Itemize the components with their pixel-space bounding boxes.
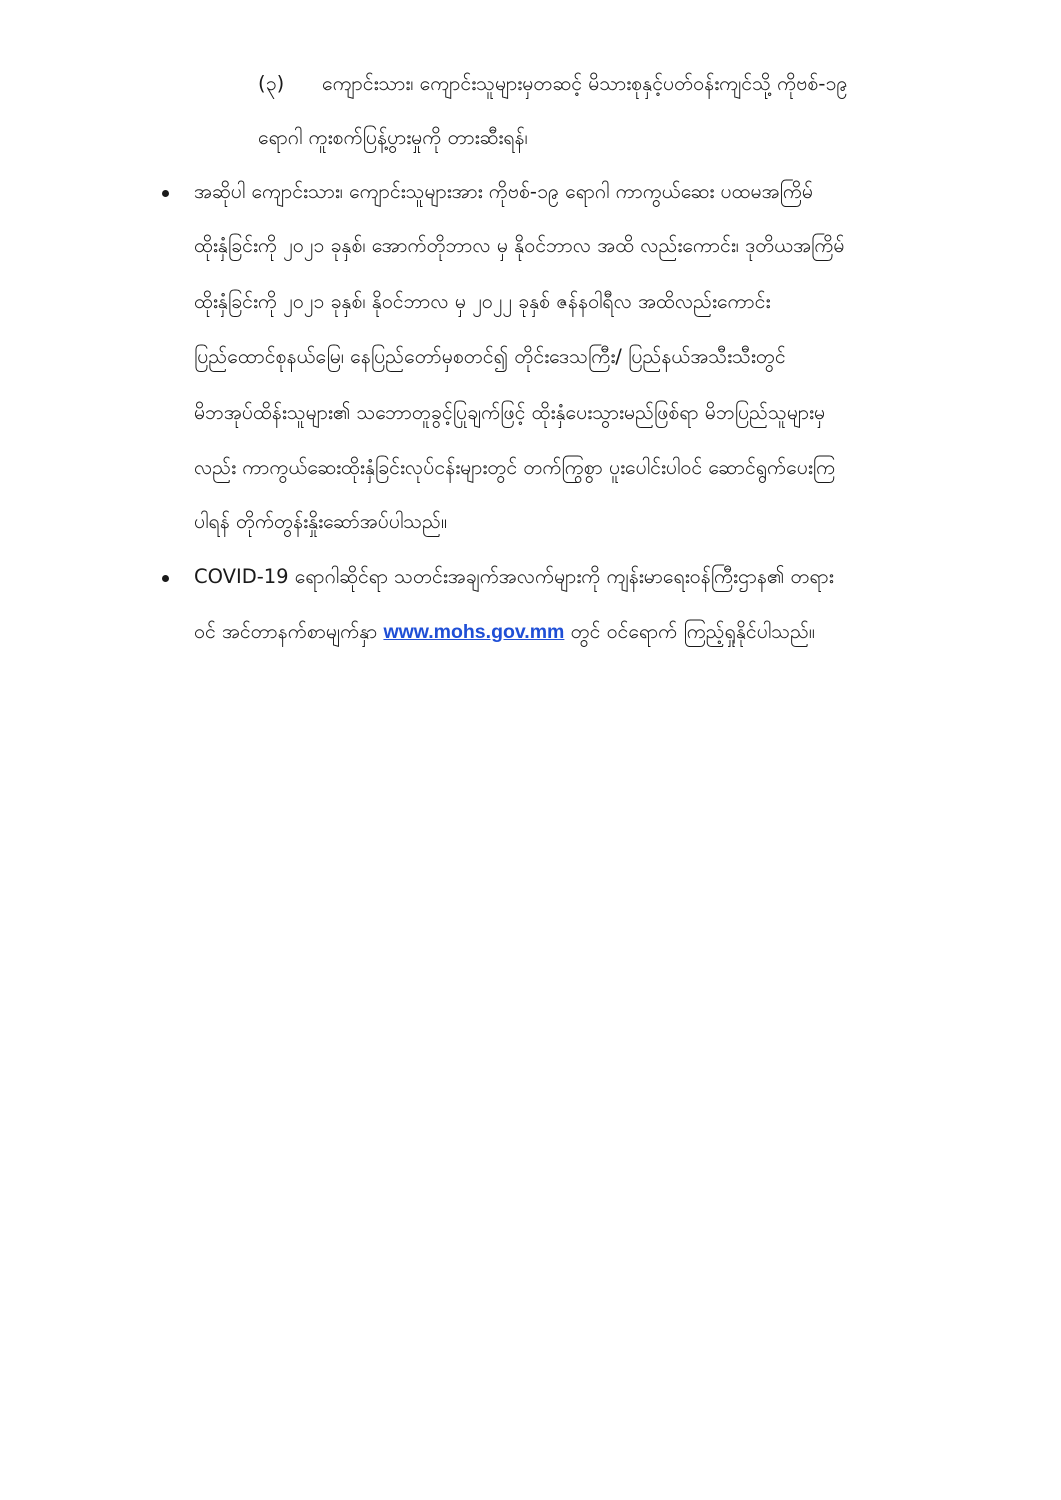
item3-line-2: ရောဂါ ကူးစက်ပြန့်ပွားမှုကို တားဆီးရန်၊ bbox=[258, 126, 528, 149]
bullet-2-dot bbox=[162, 575, 169, 582]
bullet-1-dot bbox=[162, 190, 169, 197]
bullet-1-line-1: အဆိုပါ ကျောင်းသား၊ ကျောင်းသူများအား ကိုဗစ်-၁၉ ရောဂါ ကာကွယ်ဆေး ပထမအကြိမ် bbox=[194, 180, 814, 203]
bullet-1-line-5: မိဘအုပ်ထိန်းသူများ၏ သဘောတူခွင့်ပြုချက်ဖြင့် ထိုးနှံပေးသွားမည်ဖြစ်ရာ မိဘပြည်သူများမှ bbox=[194, 401, 826, 424]
item3-line-1: ကျောင်းသား၊ ကျောင်းသူများမှတဆင့် မိသားစုနှင့်ပတ်ဝန်းကျင်သို့ ကိုဗစ်-၁၉ bbox=[322, 72, 848, 95]
bullet-1-line-6: လည်း ကာကွယ်ဆေးထိုးနှံခြင်းလုပ်ငန်းများတွင် တက်ကြွစွာ ပူးပေါင်းပါဝင် ဆောင်ရွက်ပေးကြ bbox=[194, 456, 836, 479]
bullet-2-text-after-link: တွင် ဝင်ရောက် ကြည့်ရှုနိုင်ပါသည်။ bbox=[564, 620, 815, 643]
bullet-1-line-2: ထိုးနှံခြင်းကို ၂၀၂၁ ခုနှစ်၊ အောက်တိုဘာလ မှ နိုဝင်ဘာလ အထိ လည်းကောင်း၊ ဒုတိယအကြိမ် bbox=[194, 234, 845, 257]
item-number: (၃) bbox=[258, 72, 285, 95]
bullet-1-line-4: ပြည်ထောင်စုနယ်မြေ၊ နေပြည်တော်မှစတင်၍ တိုင်းဒေသကြီး/ ပြည်နယ်အသီးသီးတွင် bbox=[194, 345, 786, 368]
bullet-2-text-before-link: ဝင် အင်တာနက်စာမျက်နှာ bbox=[194, 620, 384, 643]
bullet-1-line-3: ထိုးနှံခြင်းကို ၂၀၂၁ ခုနှစ်၊ နိုဝင်ဘာလ မှ ၂၀၂၂ ခုနှစ် ဇန်နဝါရီလ အထိလည်းကောင်း bbox=[194, 290, 771, 313]
mohs-website-link[interactable]: www.mohs.gov.mm bbox=[383, 621, 565, 643]
bullet-2-line-1: COVID-19 ရောဂါဆိုင်ရာ သတင်းအချက်အလက်များကို ကျန်းမာရေးဝန်ကြီးဌာန၏ တရား bbox=[194, 565, 834, 588]
bullet-1-line-7: ပါရန် တိုက်တွန်းနှိုးဆော်အပ်ပါသည်။ bbox=[194, 510, 447, 533]
bullet-2-line-2 bbox=[194, 622, 815, 643]
